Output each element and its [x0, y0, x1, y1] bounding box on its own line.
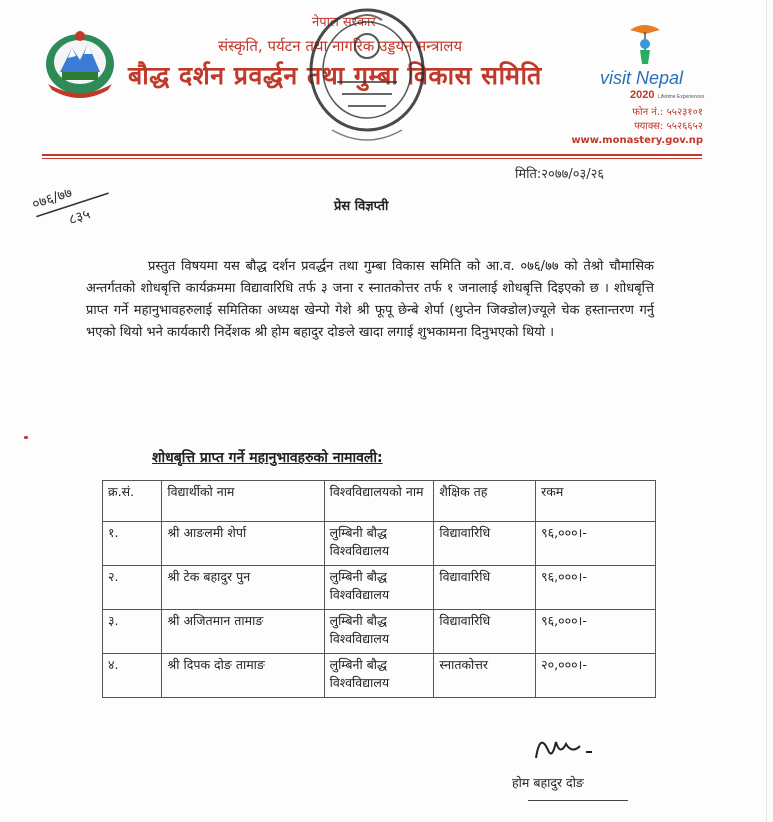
signer-name: होम बहादुर दोङ	[512, 775, 584, 790]
cell-university: लुम्बिनी बौद्ध विश्वविद्यालय	[324, 654, 434, 698]
cell-student-name: श्री टेक बहादुर पुन	[162, 566, 324, 610]
recipients-table	[102, 480, 656, 698]
table-row	[103, 566, 656, 610]
header-rule-thin	[42, 158, 702, 159]
table-header-row	[103, 481, 656, 522]
gov-label: नेपाल सरकार	[312, 15, 376, 30]
official-seal-stamp-icon	[262, 0, 472, 158]
cell-amount: ९६,०००।-	[536, 566, 656, 610]
col-header-serial: क्र.सं.	[103, 481, 162, 522]
cell-serial: २.	[103, 566, 162, 610]
cell-university: लुम्बिनी बौद्ध विश्वविद्यालय	[324, 566, 434, 610]
nepal-emblem-icon	[42, 28, 118, 98]
visit-nepal-logo-icon	[600, 20, 710, 108]
handwritten-ref-line1: ०७६/७७	[30, 184, 75, 213]
ink-speck	[24, 436, 28, 439]
cell-level: विद्यावारिधि	[434, 610, 536, 654]
contact-block	[571, 106, 703, 148]
document-title: प्रेस विज्ञप्ती	[334, 199, 389, 214]
cell-serial: ३.	[103, 610, 162, 654]
cell-amount: ९६,०००।-	[536, 522, 656, 566]
col-header-level: शैक्षिक तह	[434, 481, 536, 522]
col-header-university: विश्वविद्यालयको नाम	[324, 481, 434, 522]
ministry-name: संस्कृति, पर्यटन तथा नागरिक उड्डयन मन्त्रालय	[218, 37, 463, 55]
cell-level: विद्यावारिधि	[434, 522, 536, 566]
cell-serial: ४.	[103, 654, 162, 698]
cell-amount: २०,०००।-	[536, 654, 656, 698]
cell-student-name: श्री दिपक दोङ तामाङ	[162, 654, 324, 698]
header-rule-thick	[42, 154, 702, 156]
press-release-body: प्रस्तुत विषयमा यस बौद्ध दर्शन प्रवर्द्धन तथा गुम्बा विकास समिति को आ.व. ०७६/७७ को तेश्रो चौमासिक अन्तर्गतको शोधबृत्ति कार्यक्रममा विद्यावारिधि तर्फ ३ जना र स्नातकोत्तर तर्फ १ जनालाई शोधबृत्ति दिइएको छ । शोधबृत्ति प्राप्त गर्ने महानुभावहरुलाई समितिका अध्यक्ष खेन्पो गेशे श्री फूपू छेन्बे शेर्पा (थुप्तेन जिक्डोल)ज्यूले चेक हस्तान्तरण गर्नु भएको थियो भने कार्यकारी निर्देशक श्री होम बहादुर दोङले खादा लगाई शुभकामना दिनुभएको थियो ।	[86, 259, 654, 340]
recipients-list-title: शोधबृत्ति प्राप्त गर्ने महानुभावहरुको नामावली:	[152, 450, 383, 466]
website-link[interactable]: www.monastery.gov.np	[571, 135, 703, 146]
cell-university: लुम्बिनी बौद्ध विश्वविद्यालय	[324, 610, 434, 654]
visit-nepal-tag: Lifetime Experiences	[658, 94, 705, 100]
table-row	[103, 654, 656, 698]
document-date: मिति:२०७७/०३/२६	[515, 167, 605, 182]
org-name: बौद्ध दर्शन प्रवर्द्धन तथा गुम्बा विकास समिति	[128, 61, 542, 90]
table-row	[103, 522, 656, 566]
cell-serial: १.	[103, 522, 162, 566]
col-header-amount: रकम	[536, 481, 656, 522]
scan-edge	[766, 0, 767, 822]
visit-nepal-text: visit Nepal	[600, 68, 684, 88]
handwritten-reference-note	[30, 168, 120, 238]
visit-nepal-year: 2020	[630, 89, 655, 101]
cell-level: स्नातकोत्तर	[434, 654, 536, 698]
cell-level: विद्यावारिधि	[434, 566, 536, 610]
phone-number: फोन नं.: ५५२३१०१	[632, 107, 703, 118]
handwritten-ref-line2: ८३५	[66, 206, 93, 229]
cell-student-name: श्री अजितमान तामाङ	[162, 610, 324, 654]
signer-title-line	[528, 800, 628, 803]
col-header-student-name: विद्यार्थीको नाम	[162, 481, 324, 522]
cell-university: लुम्बिनी बौद्ध विश्वविद्यालय	[324, 522, 434, 566]
cell-student-name: श्री आङलमी शेर्पा	[162, 522, 324, 566]
cell-amount: ९६,०००।-	[536, 610, 656, 654]
signature-mark-icon	[530, 728, 610, 768]
fax-number: फ्याक्स: ५५२६६५२	[634, 121, 703, 132]
table-row	[103, 610, 656, 654]
